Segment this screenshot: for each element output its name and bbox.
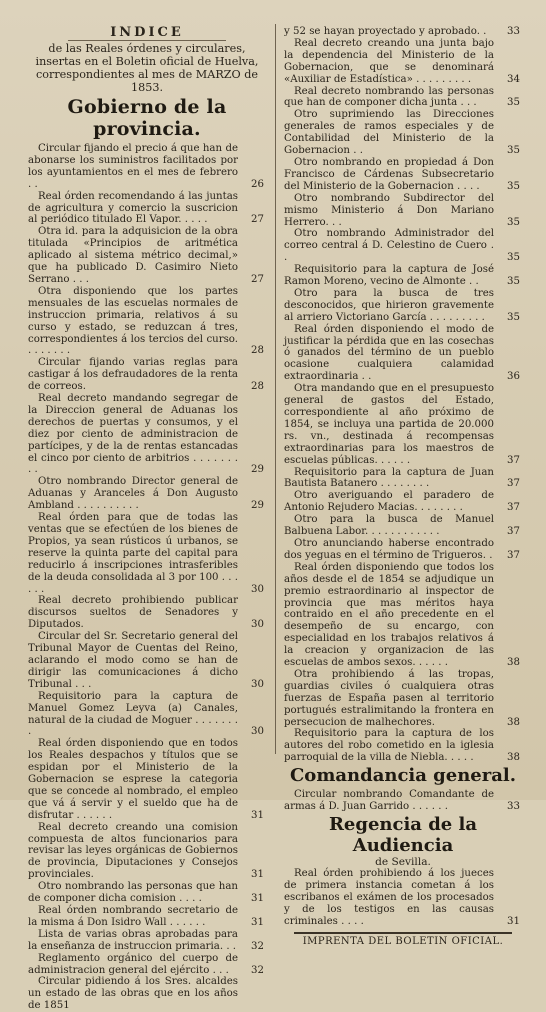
index-entry — [284, 264, 522, 288]
entry-page: 37 — [507, 526, 520, 538]
index-entry — [28, 929, 266, 953]
entry-page: 35 — [507, 216, 520, 228]
entry-page: 33 — [507, 26, 520, 37]
entry-text: Real decreto creando una junta bajo la dependencia del Ministerio de la Gobernacion, que se denominará «Auxiliar de Estadística» . . . . . . . . . — [284, 37, 494, 85]
entry-text: Otra id. para la adquisicion de la obra titulada «Principios de aritmética aplicado al sistema métrico decimal,» que ha publicado D. Casimiro Nieto Serrano . . . — [28, 226, 238, 285]
entry-page: 28 — [251, 381, 264, 393]
index-entry — [284, 157, 522, 193]
entry-text: Otro nombrando las personas que han de componer dicha comision . . . . — [28, 881, 238, 905]
entry-text: Otra prohibiendo á las tropas, guardias civiles ó cualquiera otras fuerzas de España pasen al territorio portugués estralimitando la frontera en persecucion de malhechores. — [284, 668, 494, 728]
entry-text: Requisitorio para la captura de Manuel Gomez Leyva (a) Canales, natural de la ciudad de Moguer . . . . . . . . — [28, 690, 238, 738]
audiencia-entry-list — [284, 868, 522, 928]
entry-text: Otro nombrando Subdirector del mismo Ministerio á Don Mariano Herrero. . . — [284, 192, 494, 228]
entry-page: 35 — [507, 311, 520, 323]
entry-page: 31 — [251, 893, 264, 905]
entry-page: 31 — [507, 915, 520, 927]
entry-page: 26 — [251, 178, 264, 190]
entry-text: Circular fijando el precio á que han de abonarse los suministros facilitados por los ayuntamientos en el mes de febrero . . — [28, 143, 238, 190]
entry-page: 27 — [251, 214, 264, 226]
entry-text: Real decreto creando una comision compuesta de altos funcionarios para revisar las leyes orgánicas de Gobiernos de provincia, Diputaciones y Consejos provinciales. — [28, 821, 238, 881]
entry-text: Otro nombrando Administrador del correo central á D. Celestino de Cuero . . — [284, 228, 494, 264]
entry-page: 36 — [507, 371, 520, 383]
index-entry — [284, 324, 522, 384]
entry-text: Real órden disponiendo que todos los años desde el de 1854 se adjudique un premio estraordinario al inspector de provincia que mas méritos haya contraido en el año precedente en el desempeño de su encargo, con especialidad en los trabajos relativos á la creacion y organizacion de las escuelas de ambos sexos. . . . . . — [284, 561, 494, 669]
index-entry — [28, 226, 266, 286]
entry-text: Otro nombrando en propiedad á Don Francisco de Cárdenas Subsecretario del Ministerio de la Gobernacion . . . . — [284, 156, 494, 192]
index-entry — [284, 789, 522, 813]
left-column — [28, 26, 266, 1012]
entry-text: Real órden recomendando á las juntas de agricultura y comercio la suscricion al periódico titulado El Vapor. . . . . — [28, 190, 238, 226]
entry-text: Requisitorio para la captura de los autores del robo cometido en la iglesia parroquial de la villa de Niebla. . . . . — [284, 728, 494, 764]
index-entry — [28, 357, 266, 393]
index-entry — [284, 288, 522, 324]
entry-text: Real decreto prohibiendo publicar discursos sueltos de Senadores y Diputados. — [28, 595, 238, 631]
index-entry — [28, 191, 266, 227]
entry-page: 35 — [507, 276, 520, 288]
index-entry — [284, 467, 522, 491]
masthead: INDICE — [68, 26, 226, 41]
entry-page: 34 — [507, 73, 520, 85]
index-entry — [284, 193, 522, 229]
entry-page: 33 — [507, 801, 520, 813]
entry-text: Otro para la busca de Manuel Balbuena Labor. . . . . . . . . . . . — [284, 514, 494, 538]
entry-text: Reglamento orgánico del cuerpo de administracion general del ejército . . . — [28, 952, 238, 976]
entry-text: Circular del Sr. Secretario general del Tribunal Mayor de Cuentas del Reino, aclarando el modo como se han de dirigir las comunicaciones á dicho Tribunal . . . — [28, 631, 238, 690]
entry-text: Real órden nombrando secretario de la misma á Don Isidro Wall . . . . . . — [28, 905, 238, 928]
index-entry — [284, 490, 522, 514]
index-entry — [284, 38, 522, 86]
entry-text: Real decreto mandando segregar de la Direccion general de Aduanas los derechos de puertas y consumos, y el diez por ciento de administracion de partícipes, y de la de rentas estancadas el cinco por ciento de arbitrios . . . . . . . . . — [28, 393, 238, 476]
entry-page: 35 — [507, 180, 520, 192]
index-entry — [28, 393, 266, 476]
entry-page: 37 — [507, 478, 520, 490]
index-entry — [28, 976, 266, 1012]
entry-page: 32 — [251, 964, 264, 976]
continued-entry — [284, 26, 522, 38]
entry-page: 37 — [507, 502, 520, 514]
index-entry — [28, 881, 266, 905]
entry-page: 37 — [507, 454, 520, 466]
entry-text: Real órden para que de todas las ventas que se efectúen de los bienes de Propios, ya sean rústicos ú urbanos, se reserve la quinta parte del capital para reducirlo á inscripciones intrasferibles de la deuda consolidada al 3 por 100 . . . . . . — [28, 512, 238, 595]
entry-page: 32 — [251, 940, 264, 952]
section-title-provincia: Gobierno de la provincia. — [67, 96, 227, 140]
entry-text: Otro anunciando haberse encontrado dos yeguas en el término de Trigueros. . — [284, 537, 494, 561]
entry-text: Real órden disponiendo el modo de justificar la pérdida que en las cosechas ó ganados del término de un pueblo ocasione cualquiera calamidad extraordinaria . . — [284, 323, 494, 383]
entry-text: Circular pidiendo á los Sres. alcaldes un estado de las obras que en los años de 1851 — [28, 976, 238, 1012]
entry-page: 31 — [251, 809, 264, 821]
entry-page: 31 — [251, 869, 264, 881]
entry-page: 29 — [251, 500, 264, 512]
entry-page: 38 — [507, 657, 520, 669]
entry-page: 35 — [507, 252, 520, 264]
entry-text: Otra disponiendo que los partes mensuales de las escuelas normales de instruccion primaria, relativos á su curso y estado, se reduzcan á tres, correspondientes á los tercios del curso. . . . . . . . — [28, 285, 238, 357]
right-column — [284, 26, 522, 948]
index-entry — [284, 868, 522, 928]
section-title-audiencia: Regencia de la Audiencia — [328, 814, 478, 856]
entry-page: 35 — [507, 145, 520, 157]
entry-page: 38 — [507, 752, 520, 764]
entry-text: Real decreto nombrando las personas que han de componer dicha junta . . . — [284, 85, 494, 109]
section-subtitle-audiencia: de Sevilla. — [375, 856, 431, 868]
index-entry — [28, 905, 266, 929]
left-entry-list — [28, 143, 266, 1012]
entry-page: 27 — [251, 273, 264, 285]
index-entry — [28, 822, 266, 882]
entry-page: 31 — [251, 916, 264, 928]
index-entry — [28, 476, 266, 512]
index-entry — [284, 669, 522, 729]
entry-text: Lista de varias obras aprobadas para la enseñanza de instruccion primaria. . . — [28, 928, 238, 952]
index-entry — [284, 562, 522, 669]
index-entry — [28, 953, 266, 977]
index-entry — [28, 143, 266, 191]
index-entry — [284, 514, 522, 538]
index-entry — [28, 738, 266, 821]
entry-page: 35 — [507, 97, 520, 109]
entry-page: 30 — [251, 726, 264, 738]
entry-text: Requisitorio para la captura de José Ramon Moreno, vecino de Almonte . . — [284, 264, 494, 288]
index-entry — [284, 728, 522, 764]
intro-text: de las Reales órdenes y circulares, insertas en el Boletin oficial de Huelva, correspondientes al mes de MARZO de 1853. — [35, 42, 259, 94]
right-entry-list — [284, 38, 522, 764]
entry-text: Otro para la busca de tres desconocidos, que hirieron gravemente al arriero Victoriano García . . . . . . . . . — [284, 287, 494, 323]
index-entry — [28, 631, 266, 691]
section-title-comandancia: Comandancia general. — [289, 765, 517, 787]
entry-text: Real órden disponiendo que en todos los Reales despachos y títulos que se espidan por el Ministerio de la Gobernacion se esprese la categoria que se concede al nombrado, el empleo que vá á servir y el sueldo que ha de disfrutar . . . . . . — [28, 738, 238, 821]
index-entry — [28, 286, 266, 357]
entry-page: 28 — [251, 345, 264, 357]
entry-text: Circular nombrando Comandante de armas á D. Juan Garrido . . . . . . — [284, 789, 494, 813]
entry-text: Otra mandando que en el presupuesto general de gastos del Estado, correspondiente al año próximo de 1854, se incluya una partida de 20.000 rs. vn., destinada á recompensas extraordinarias para los maestros de escuelas públicas. . . . . . — [284, 383, 494, 466]
index-entry — [284, 109, 522, 157]
comandancia-entry-list — [284, 789, 522, 813]
index-entry — [28, 512, 266, 595]
index-entry — [284, 228, 522, 264]
entry-text: Real órden prohibiendo á los jueces de primera instancia cometan á los escribanos el exámen de los procesados y de los testigos en las causas criminales . . . . — [284, 868, 494, 927]
index-entry — [284, 86, 522, 110]
index-entry — [28, 595, 266, 631]
imprint-line: IMPRENTA DEL BOLETIN OFICIAL. — [302, 935, 504, 947]
entry-text: y 52 se hayan proyectado y aprobado. . — [284, 26, 487, 37]
footer-rule — [294, 932, 512, 934]
index-entry — [284, 383, 522, 466]
entry-page: 37 — [507, 549, 520, 561]
entry-text: Requisitorio para la captura de Juan Bautista Batanero . . . . . . . . — [284, 466, 494, 490]
entry-page: 38 — [507, 716, 520, 728]
entry-page: 30 — [251, 619, 264, 631]
entry-page: 30 — [251, 678, 264, 690]
entry-text: Otro nombrando Director general de Aduanas y Aranceles á Don Augusto Ambland . . . . . . . . . . — [28, 476, 238, 512]
index-entry — [28, 691, 266, 739]
column-divider — [275, 24, 276, 754]
entry-text: Otro averiguando el paradero de Antonio Rejudero Macias. . . . . . . . — [284, 490, 494, 514]
entry-page: 29 — [251, 464, 264, 476]
entry-text: Circular fijando varias reglas para castigar á los defraudadores de la renta de correos. — [28, 357, 238, 393]
index-entry — [284, 538, 522, 562]
entry-text: Otro suprimiendo las Direcciones generales de ramos especiales y de Contabilidad del Ministerio de la Gobernacion . . — [284, 109, 494, 157]
entry-page: 30 — [251, 583, 264, 595]
